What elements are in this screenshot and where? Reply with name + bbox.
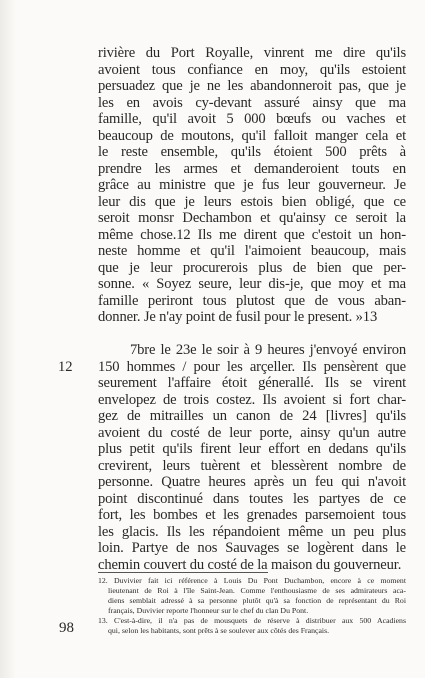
- text-line: grâce au ministre que je fus leur gouverneur. Je: [98, 177, 406, 193]
- text-line: les en avois cy-devant assuré ainsy que ma: [98, 94, 406, 111]
- text-line: 7bre le 23e le soir à 9 heures j'envoyé environ: [130, 342, 406, 358]
- text-line: donner. Je n'ay point de fusil pour le present. »13: [98, 309, 378, 325]
- text-line: le reste ensemble, qu'ils étoient 500 prêts à: [98, 144, 406, 160]
- text-line: les glacis. Ils les répandoient même un peu plus: [98, 523, 406, 540]
- text-line: gez de mitrailles un canon de 24 [livres] qu'ils: [98, 408, 406, 424]
- text-line: neste homme et qu'il l'aimoient beaucoup, mais: [98, 243, 406, 259]
- footnote-line: diens semblait adressé à sa personne plutôt qu'à sa fonction de représentant du Roi: [108, 596, 406, 605]
- footnote-line: qui, selon les habitants, sont prêts à se soulever aux côtés des Français.: [108, 626, 330, 635]
- page-number: 98: [59, 620, 74, 636]
- text-line: que je leur procurerois plus de bien que per-: [98, 259, 406, 276]
- text-line: famille periront tous plutost que de vous aban-: [98, 292, 406, 309]
- text-line: crevirent, leurs tuèrent et blessèrent nombre de: [98, 457, 406, 474]
- text-line: avoient du costé de leur porte, ainsy qu'un autre: [98, 424, 406, 441]
- text-line: famille, qu'il avoit 5 000 bœufs ou vaches et: [98, 111, 406, 127]
- text-line: seroit monsr Dechambon et qu'ainsy ce seroit la: [98, 210, 406, 226]
- footnotes: [98, 576, 406, 636]
- margin-date-number: 12: [58, 359, 73, 375]
- text-line: beaucoup de moutons, qu'il falloit manger cela et: [98, 127, 406, 144]
- footnote-line: 12. Duvivier fait ici référence à Louis Du Pont Duchambon, encore à ce moment: [98, 576, 406, 585]
- facing-page-edge: [0, 0, 16, 678]
- text-line: sonne. « Soyez seure, leur dis-je, que moy et ma: [98, 276, 406, 292]
- text-line: personne. Quatre heures après un feu qui n'avoit: [98, 474, 406, 490]
- text-line: envelopez de trois costez. Ils avoient si fort char-: [98, 391, 406, 408]
- text-line: chemin couvert du costé de la maison du gouverneur.: [98, 556, 402, 573]
- footnote-rule: [98, 572, 268, 573]
- text-line: rivière du Port Royalle, vinrent me dire qu'ils: [98, 45, 406, 61]
- text-line: persuadez que je ne les abandonneroit pas, que je: [98, 78, 406, 94]
- main-text: [98, 45, 406, 573]
- footnote-line: français, Duvivier reporte l'honneur sur le chef du clan Du Pont.: [108, 606, 309, 615]
- text-line: 150 hommes / pour les arçeller. Ils pensèrent que: [98, 358, 406, 375]
- text-line: fort, les bombes et les grenades parsemoient tous: [98, 507, 406, 523]
- text-line: seurement l'affaire étoit génerallé. Ils se virent: [98, 375, 406, 391]
- text-line: avoient tous confiance en moy, qu'ils estoient: [98, 61, 406, 78]
- footnote-line: 13. C'est-à-dire, il n'a pas de mousquets de réserve à distribuer aux 500 Acadiens: [98, 616, 406, 625]
- text-line: leur dis que je leurs estois bien obligé, que ce: [98, 193, 406, 210]
- text-line: même chose.12 Ils me dirent que c'estoit un hon-: [98, 226, 406, 243]
- footnote-line: lieutenant de Roi à l'île Saint-Jean. Comme l'enthousiasme de ses admirateurs aca-: [108, 586, 406, 595]
- text-line: [98, 326, 406, 343]
- text-line: point discontinué dans toutes les partyes de ce: [98, 490, 406, 507]
- text-line: plus petit qu'ils firent leur effort en dedans qu'ils: [98, 441, 406, 457]
- text-line: prendre les armes et demanderoient touts en: [98, 160, 406, 177]
- text-line: loin. Partye de nos Sauvages se logèrent dans le: [98, 540, 406, 556]
